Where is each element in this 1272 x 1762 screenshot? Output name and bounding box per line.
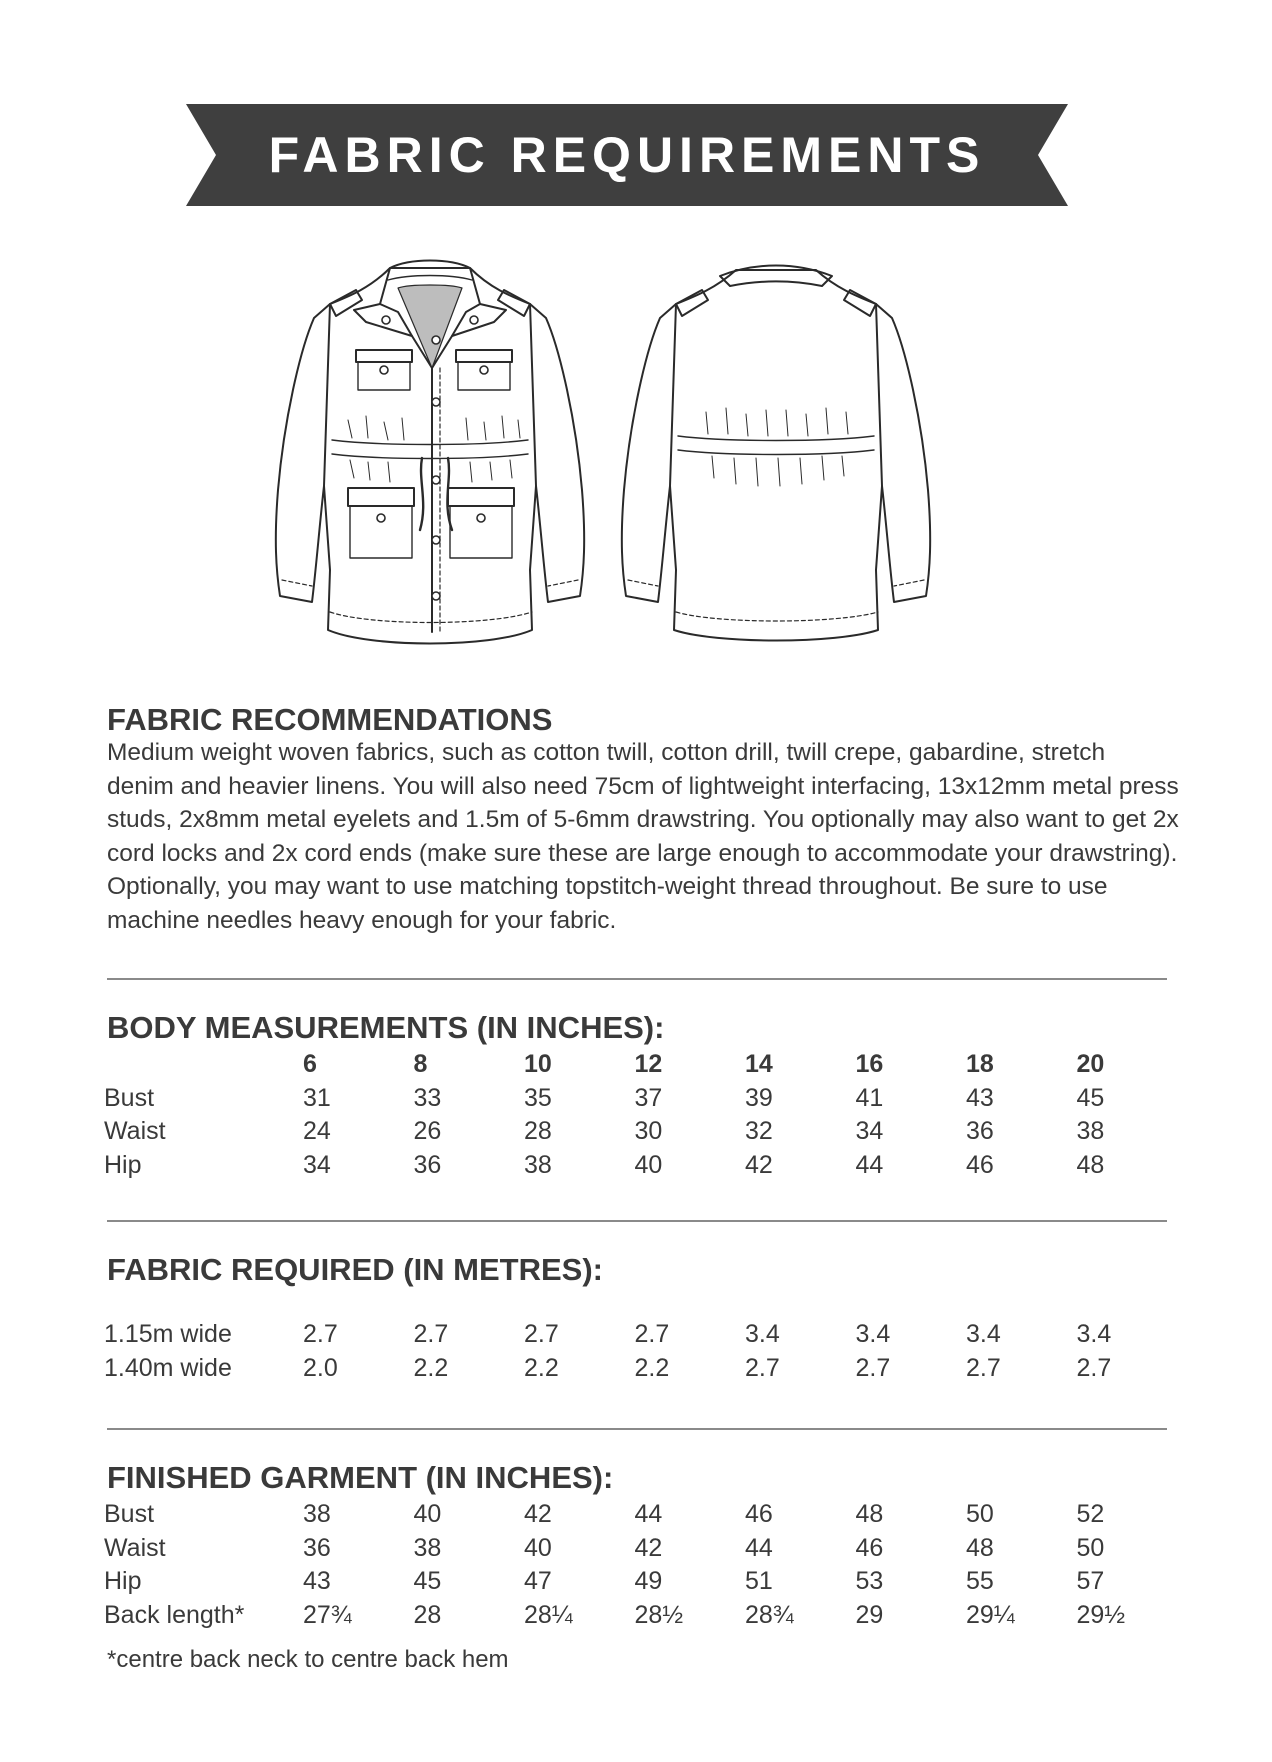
table-cell: 33: [413, 1083, 442, 1112]
table-cell: 42: [634, 1533, 663, 1562]
table-cell: 47: [524, 1567, 552, 1595]
table-cell: 36: [966, 1117, 994, 1145]
row-label: Hip: [104, 1567, 142, 1595]
table-cell: 40: [634, 1150, 663, 1179]
table-cell: 2.7: [966, 1353, 1001, 1382]
table-cell: 30: [634, 1117, 663, 1145]
table-cell: 50: [966, 1500, 994, 1528]
table-cell: 2.7: [524, 1320, 559, 1348]
table-cell: 38: [524, 1150, 552, 1179]
row-label: 1.40m wide: [104, 1353, 232, 1382]
table-row: [104, 1115, 1187, 1149]
body-measurements-table: [104, 1048, 1187, 1182]
size-header: 8: [413, 1050, 428, 1078]
table-cell: 31: [303, 1083, 331, 1112]
table-cell: 3.4: [855, 1320, 891, 1348]
finished-garment-heading: FINISHED GARMENT (IN INCHES):: [107, 1460, 614, 1495]
table-cell: 40: [524, 1533, 552, 1562]
table-cell: 35: [524, 1083, 552, 1112]
page-title: FABRIC REQUIREMENTS: [268, 127, 986, 183]
table-cell: 27¾: [303, 1600, 352, 1629]
table-cell: 38: [1076, 1117, 1105, 1145]
footnote: *centre back neck to centre back hem: [107, 1646, 509, 1673]
recommendation-line: studs, 2x8mm metal eyelets and 1.5m of 5-6mm drawstring. You optionally may also want to get 2x: [107, 806, 1179, 833]
table-cell: 38: [413, 1533, 442, 1562]
table-cell: 2.2: [634, 1353, 670, 1382]
row-label: Bust: [104, 1083, 155, 1112]
jacket-back-drawing: [622, 266, 930, 641]
table-row: [104, 1532, 1187, 1566]
table-cell: 46: [855, 1533, 884, 1562]
table-cell: 2.7: [745, 1353, 780, 1382]
table-cell: 29¼: [966, 1600, 1015, 1629]
table-cell: 48: [1076, 1150, 1105, 1179]
table-cell: 42: [745, 1150, 773, 1179]
table-cell: 28¼: [524, 1600, 573, 1629]
table-row: [104, 1318, 1187, 1352]
table-cell: 26: [413, 1117, 442, 1145]
table-cell: 2.2: [524, 1353, 559, 1382]
jacket-front-drawing: [276, 261, 584, 644]
table-cell: 42: [524, 1500, 552, 1528]
table-row: [104, 1599, 1187, 1633]
table-cell: 32: [745, 1117, 773, 1145]
row-label: Waist: [104, 1117, 166, 1145]
table-cell: 28½: [634, 1600, 684, 1629]
table-cell: 53: [855, 1567, 884, 1595]
recommendation-line: Optionally, you may want to use matching topstitch-weight thread throughout. Be sure to use: [107, 873, 1108, 900]
jacket-illustration: [270, 240, 990, 670]
recommendation-line: Medium weight woven fabrics, such as cotton twill, cotton drill, twill crepe, gabardine, stretch: [107, 739, 1106, 766]
recommendation-line: machine needles heavy enough for your fabric.: [107, 906, 617, 934]
table-cell: 43: [966, 1083, 994, 1112]
size-header: 12: [634, 1050, 663, 1078]
table-cell: 51: [745, 1567, 773, 1595]
table-row: [104, 1565, 1187, 1599]
table-cell: 48: [966, 1533, 994, 1562]
recommendation-line: cord locks and 2x cord ends (make sure these are large enough to accommodate your drawstring).: [107, 839, 1178, 867]
table-cell: 3.4: [745, 1320, 780, 1348]
table-cell: 39: [745, 1083, 773, 1112]
table-cell: 28: [524, 1117, 552, 1145]
table-cell: 2.0: [303, 1353, 338, 1382]
row-label: Waist: [104, 1533, 166, 1562]
table-cell: 49: [634, 1567, 663, 1595]
size-header: 20: [1076, 1050, 1105, 1078]
table-cell: 41: [855, 1083, 884, 1112]
table-cell: 44: [745, 1533, 773, 1562]
finished-garment-table: [104, 1498, 1187, 1632]
table-cell: 2.7: [413, 1320, 449, 1348]
table-cell: 46: [966, 1150, 994, 1179]
table-cell: 48: [855, 1500, 884, 1528]
table-row: [104, 1498, 1187, 1532]
size-header: 16: [855, 1050, 884, 1078]
table-cell: 55: [966, 1567, 994, 1595]
title-banner: [186, 104, 1068, 206]
table-cell: 37: [634, 1083, 663, 1112]
table-cell: 43: [303, 1567, 331, 1595]
table-cell: 44: [855, 1150, 884, 1179]
fabric-required-heading: FABRIC REQUIRED (IN METRES):: [107, 1252, 603, 1287]
size-header: 6: [303, 1050, 317, 1078]
table-cell: 28¾: [745, 1600, 794, 1629]
table-cell: 3.4: [966, 1320, 1001, 1348]
section-divider: [107, 1220, 1167, 1222]
table-cell: 36: [413, 1150, 442, 1179]
row-label: Hip: [104, 1150, 142, 1179]
row-label: Bust: [104, 1500, 155, 1528]
fabric-required-table: [104, 1318, 1187, 1385]
size-header: 14: [745, 1050, 773, 1078]
row-label: Back length*: [104, 1600, 245, 1629]
fabric-recommendations-heading: FABRIC RECOMMENDATIONS: [107, 702, 553, 737]
table-cell: 34: [855, 1117, 884, 1145]
table-cell: 38: [303, 1500, 331, 1528]
table-cell: 45: [413, 1567, 442, 1595]
table-cell: 57: [1076, 1567, 1105, 1595]
table-cell: 29: [855, 1600, 884, 1629]
table-cell: 29½: [1076, 1600, 1126, 1629]
body-measurements-heading: BODY MEASUREMENTS (IN INCHES):: [107, 1010, 665, 1045]
table-row: [104, 1149, 1187, 1183]
size-header: 18: [966, 1050, 994, 1078]
table-row: [104, 1082, 1187, 1116]
fabric-recommendations-text: [107, 736, 1179, 937]
table-cell: 34: [303, 1150, 331, 1179]
table-cell: 2.2: [413, 1353, 449, 1382]
recommendation-line: denim and heavier linens. You will also need 75cm of lightweight interfacing, 13x12mm metal press: [107, 772, 1179, 800]
table-cell: 2.7: [855, 1353, 891, 1382]
size-header: 10: [524, 1050, 552, 1078]
size-header-row: [104, 1048, 1187, 1082]
table-cell: 2.7: [1076, 1353, 1112, 1382]
table-cell: 50: [1076, 1533, 1105, 1562]
table-cell: 40: [413, 1500, 442, 1528]
table-cell: 24: [303, 1117, 331, 1145]
table-cell: 44: [634, 1500, 663, 1528]
table-row: [104, 1352, 1187, 1386]
table-cell: 45: [1076, 1083, 1105, 1112]
table-cell: 46: [745, 1500, 773, 1528]
table-cell: 36: [303, 1533, 331, 1562]
row-label: 1.15m wide: [104, 1320, 232, 1348]
section-divider: [107, 1428, 1167, 1430]
table-cell: 28: [413, 1600, 442, 1629]
table-cell: 52: [1076, 1500, 1105, 1528]
table-cell: 2.7: [634, 1320, 670, 1348]
table-cell: 3.4: [1076, 1320, 1112, 1348]
table-cell: 2.7: [303, 1320, 338, 1348]
section-divider: [107, 978, 1167, 980]
